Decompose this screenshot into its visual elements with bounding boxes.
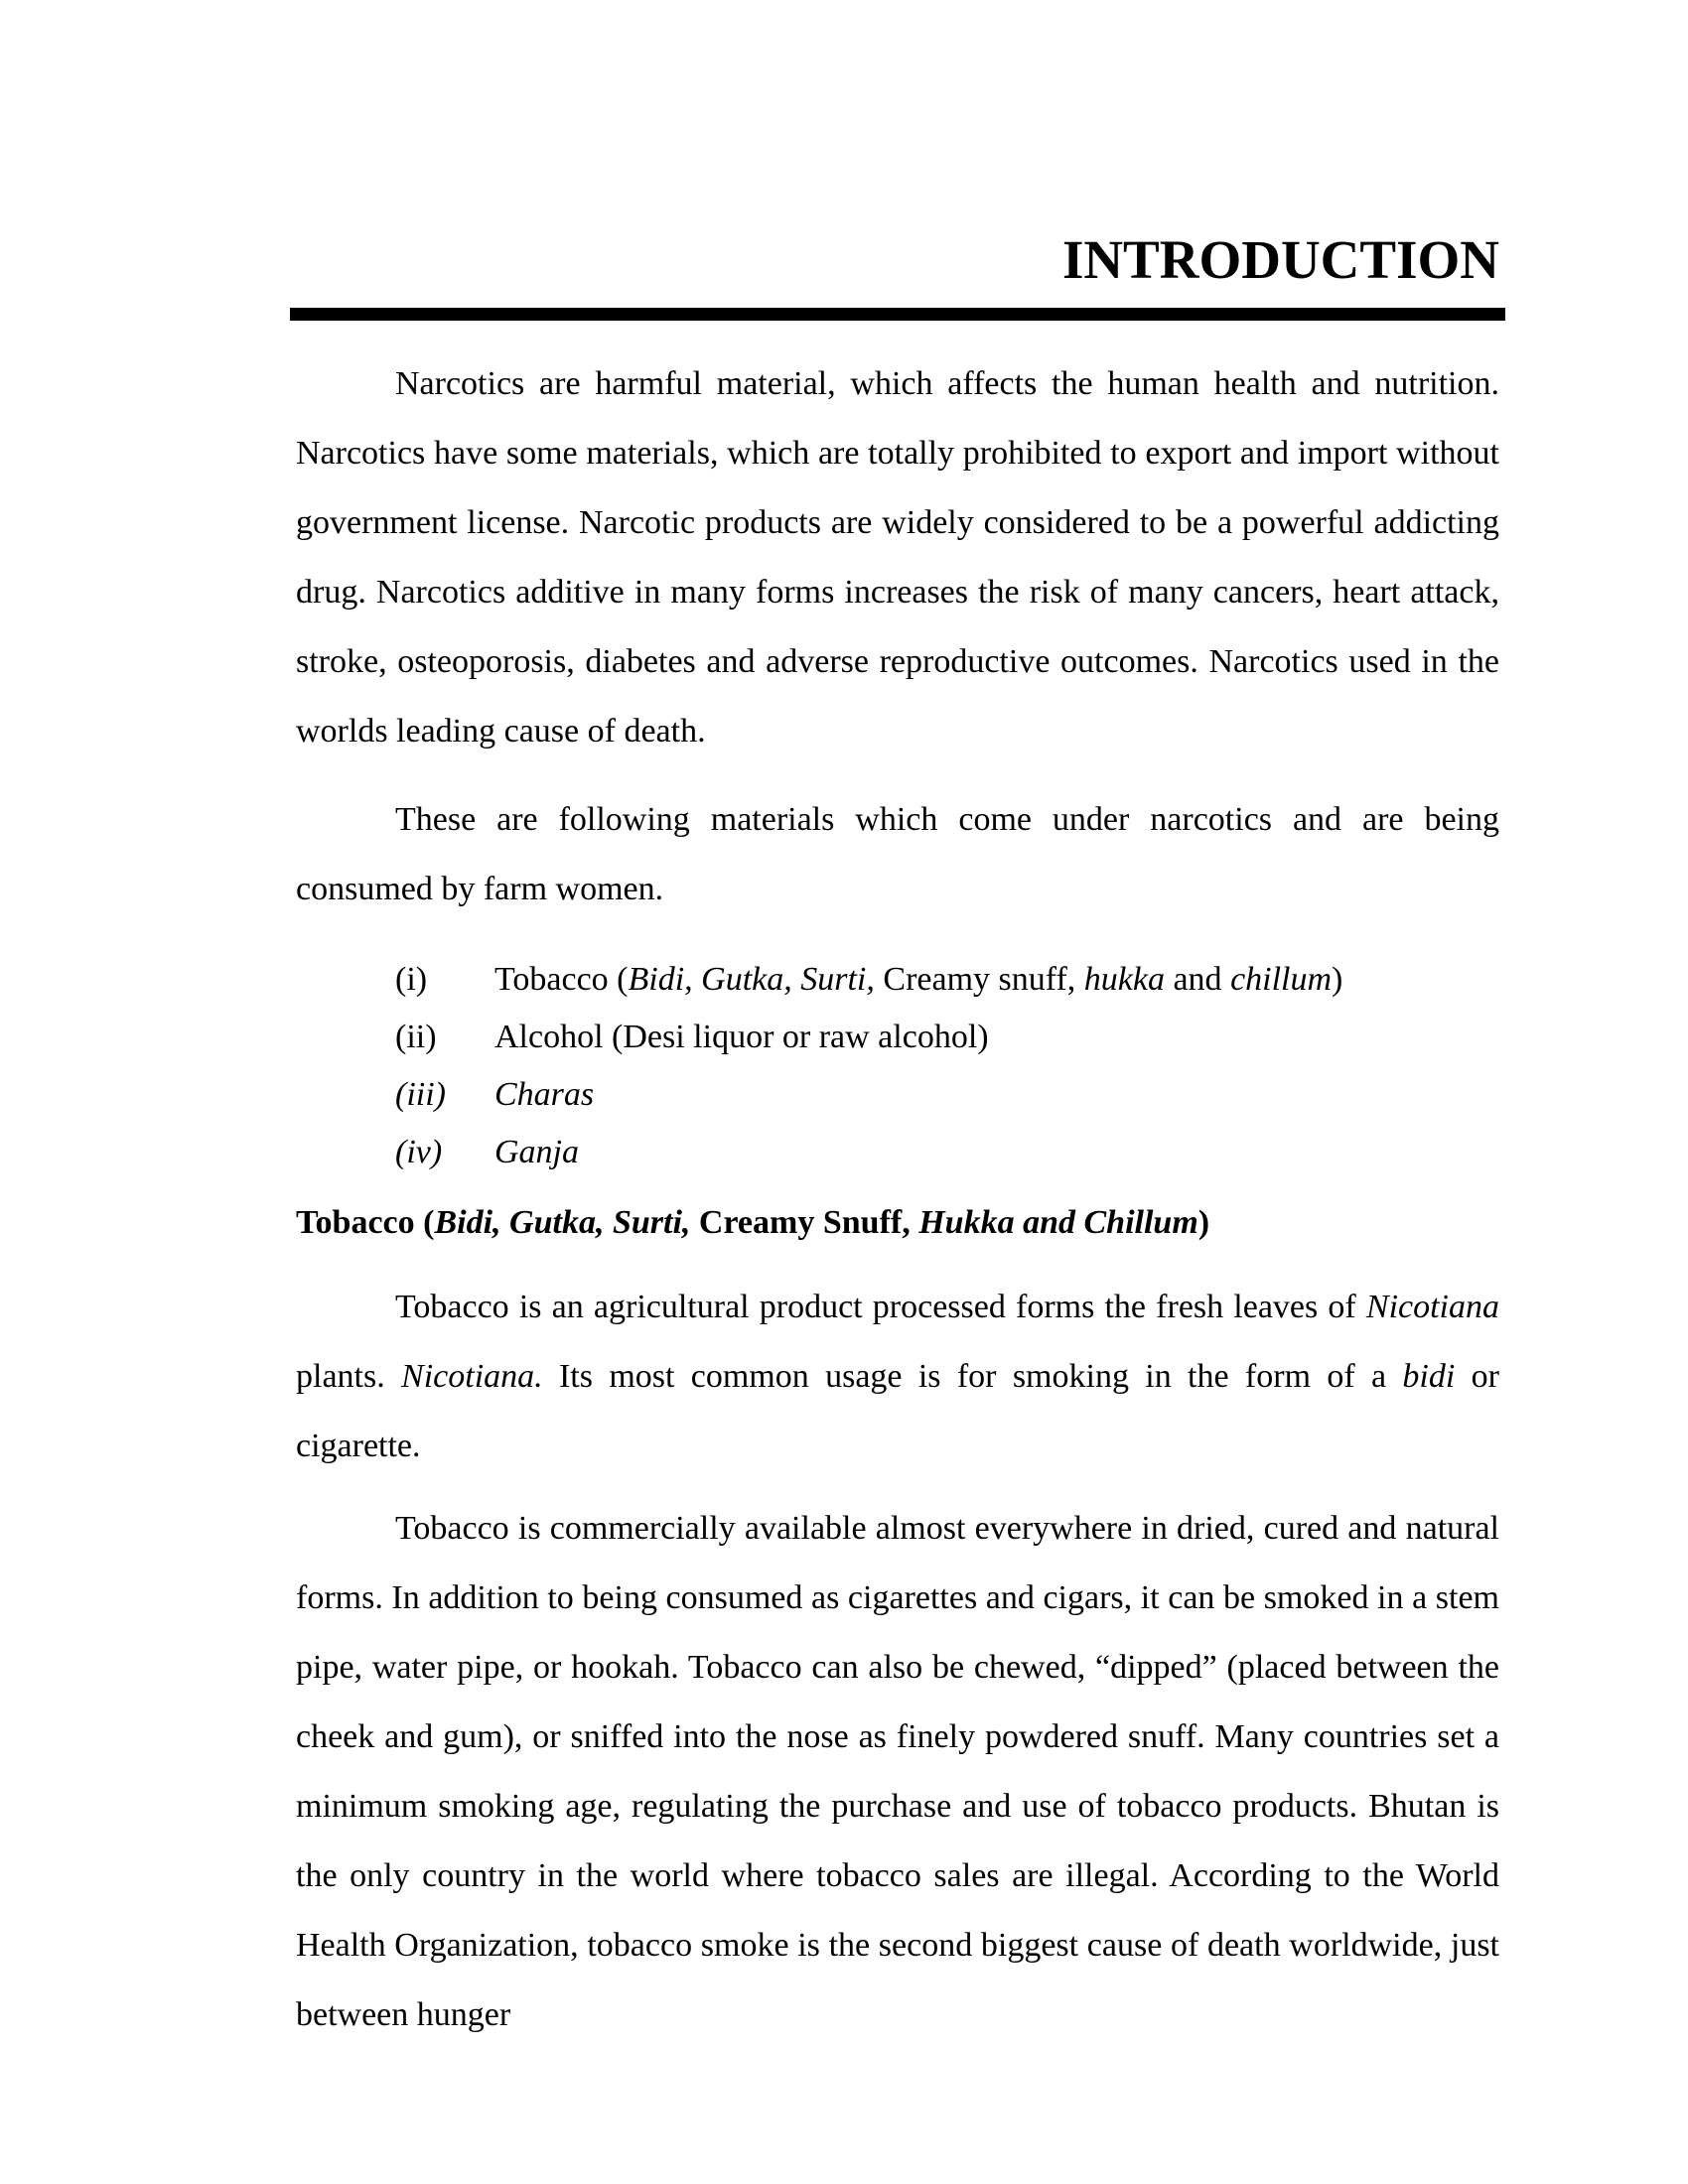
list-item — [395, 1124, 1342, 1181]
list-item — [395, 1066, 1342, 1124]
list-text: Ganja — [494, 1134, 579, 1170]
list-text: Tobacco (Bidi, Gutka, Surti, Creamy snuff, hukka and chillum) — [494, 961, 1343, 998]
tobacco-definition-paragraph: Tobacco is an agricultural product processed forms the fresh leaves of Nicotiana plants. Nicotiana. Its most common usage is for smoking in the form of a bidi or cigarette. — [296, 1289, 1499, 1464]
narcotics-list — [395, 951, 1342, 1181]
list-text: Alcohol (Desi liquor or raw alcohol) — [494, 1019, 989, 1055]
tobacco-section-heading: Tobacco (Bidi, Gutka, Surti, Creamy Snuff, Hukka and Chillum) — [296, 1204, 1210, 1241]
list-text: Charas — [494, 1076, 595, 1113]
page-title: INTRODUCTION — [1061, 229, 1499, 290]
list-number: (i) — [395, 961, 428, 998]
tobacco-availability-paragraph: Tobacco is commercially available almost everywhere in dried, cured and natural forms. In addition to being consumed as cigarettes and cigars, it can be smoked in a stem pipe, water pipe, or hookah. Tobacco can also be chewed, “dipped” (placed between the cheek and gum), or sniffed into the nose as finely powdered snuff. Many countries set a minimum smoking age, regulating the purchase and use of tobacco products. Bhutan is the only country in the world where tobacco sales are illegal. According to the World Health Organization, tobacco smoke is the second biggest cause of death worldwide, just between hunger — [296, 1510, 1499, 2033]
title-rule — [290, 308, 1505, 321]
list-number: (iv) — [395, 1134, 443, 1170]
intro-paragraph: Narcotics are harmful material, which affects the human health and nutrition. Narcotics have some materials, which are totally prohibited to export and import without government license. Narcotic products are widely considered to be a powerful addicting drug. Narcotics additive in many forms increases the risk of many cancers, heart attack, stroke, osteoporosis, diabetes and adverse reproductive outcomes. Narcotics used in the worlds leading cause of death. — [296, 365, 1499, 750]
list-number: (iii) — [395, 1076, 446, 1113]
list-item — [395, 1009, 1342, 1066]
document-page — [296, 0, 1499, 2184]
list-number: (ii) — [395, 1019, 437, 1055]
materials-intro-paragraph: These are following materials which come under narcotics and are being consumed by farm women. — [296, 801, 1499, 907]
list-item — [395, 951, 1342, 1009]
